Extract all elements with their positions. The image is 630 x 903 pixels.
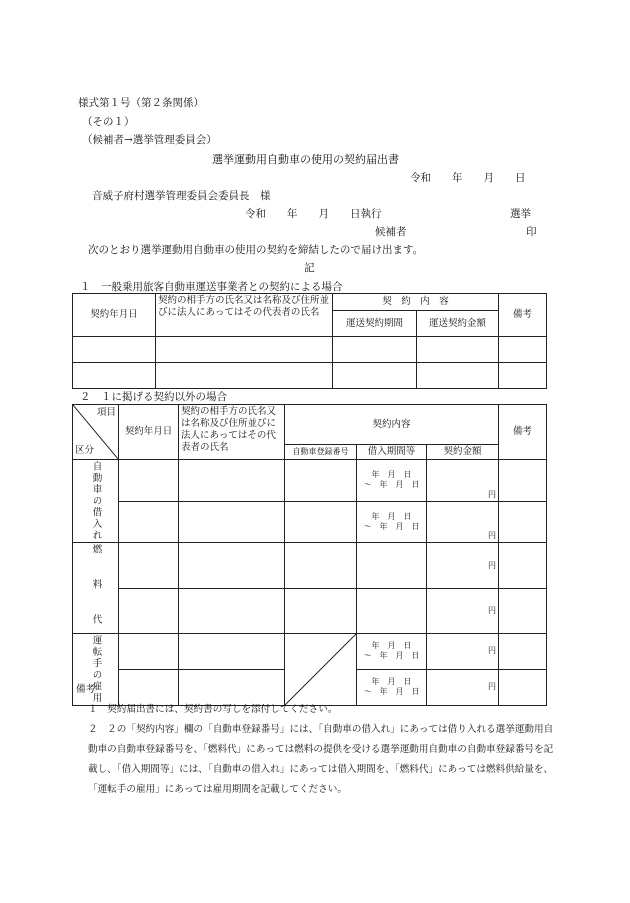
table-cell [333,363,417,389]
table-cell [499,501,547,543]
s2-header-party: 契約の相手方の氏名又は名称及び住所並びに法人にあってはその代表者の氏名 [179,405,285,460]
election-suffix: 選挙 [510,208,531,220]
table-row [73,363,547,389]
table-row [73,501,547,543]
s2-corner-cell [73,405,119,460]
table-cell [357,543,427,588]
s2-amount-cell: 円 [427,543,499,588]
table-cell [499,633,547,669]
table-cell [179,633,285,669]
section2-heading: ２ １に掲げる契約以外の場合 [80,391,227,403]
table-cell [73,337,156,363]
s2-header-notes: 備考 [499,405,547,460]
table-cell [499,588,547,633]
s2-row-fuel-label: 燃 料 代 [73,543,119,634]
note-item-1: １ 契約届出書には、契約書の写しを添付してください。 [88,704,338,715]
form-part: （その１） [82,116,135,128]
table-cell [333,337,417,363]
table-cell [156,337,333,363]
s2-header-date: 契約年月日 [119,405,179,460]
s2-corner-top: 項目 [96,407,116,418]
table-cell [119,588,179,633]
s2-amount-cell: 円 [427,459,499,501]
form-id: 様式第１号（第２条関係） [78,97,204,109]
s2-row-car-label: 自動車の借入れ [73,459,119,543]
addressee: 音威子府村選挙管理委員会委員長 様 [92,190,271,202]
s2-header-reg: 自動車登録番号 [285,445,357,460]
intro-text: 次のとおり選挙運動用自動車の使用の契約を締結したので届け出ます。 [88,244,424,256]
s1-header-contract: 契 約 内 容 [333,294,499,311]
table-row [73,588,547,633]
s2-header-amount: 契約金額 [427,445,499,460]
s1-header-period: 運送契約期間 [333,311,417,337]
s2-amount-cell: 円 [427,501,499,543]
s2-amount-cell: 円 [427,588,499,633]
election-date: 令和 年 月 日執行 [245,208,382,220]
section1-table [72,293,547,389]
s2-period-cell: 年 月 日 ～ 年 月 日 [357,501,427,543]
table-cell [119,543,179,588]
candidate-label: 候補者 [375,226,407,238]
table-cell [73,363,156,389]
table-cell [499,363,547,389]
table-cell [179,501,285,543]
s1-header-date: 契約年月日 [73,294,156,337]
table-cell [285,588,357,633]
s1-header-amount: 運送契約金額 [417,311,499,337]
table-cell [285,501,357,543]
table-cell [357,588,427,633]
table-cell [499,459,547,501]
table-cell [179,459,285,501]
table-cell [285,459,357,501]
table-cell [156,363,333,389]
s1-header-notes: 備考 [499,294,547,337]
table-cell [119,459,179,501]
seal-mark: 印 [526,226,537,238]
table-cell [417,337,499,363]
table-row [73,543,547,588]
table-cell [119,501,179,543]
table-cell [499,543,547,588]
s2-period-cell: 年 月 日 ～ 年 月 日 [357,669,427,705]
section2-table [72,404,547,706]
s2-period-cell: 年 月 日 ～ 年 月 日 [357,633,427,669]
notes-heading: 備考 [76,684,96,695]
notes-section [78,680,558,800]
s2-period-cell: 年 月 日 ～ 年 月 日 [357,459,427,501]
form-route: （候補者→選挙管理委員会） [82,134,217,146]
table-row [73,633,547,669]
form-title: 選挙運動用自動車の使用の契約届出書 [212,153,399,166]
table-row [73,337,547,363]
table-cell [417,363,499,389]
table-row [73,459,547,501]
table-cell [179,543,285,588]
s1-header-party: 契約の相手方の氏名又は名称及び住所並びに法人にあってはその代表者の氏名 [156,294,333,337]
s2-header-period: 借入期間等 [357,445,427,460]
table-cell [499,337,547,363]
s2-amount-cell: 円 [427,669,499,705]
table-cell [285,543,357,588]
date-line: 令和 年 月 日 [410,172,526,184]
ki-mark: 記 [304,262,315,274]
s2-corner-bottom: 区分 [75,445,95,456]
s2-row-driver-label: 運転手の雇用 [73,633,119,705]
section1-heading: １ 一般乗用旅客自動車運送事業者との契約による場合 [80,281,343,293]
note-item-2: ２ ２の「契約内容」欄の「自動車登録番号」には、「自動車の借入れ」にあっては借り入れる選挙運動用自動車の自動車登録番号を、「燃料代」にあっては燃料の提供を受ける選挙運動用自動車の自動車登録番号を記載し、「借入期間等」には、「自動車の借入れ」にあっては借入期間を、「燃料代」にあっては燃料供給量を、「運転手の雇用」にあっては雇用期間を記載してください。 [88,724,554,795]
table-cell [119,633,179,669]
s2-header-contract: 契約内容 [285,405,499,445]
s2-amount-cell: 円 [427,633,499,669]
table-cell [179,588,285,633]
